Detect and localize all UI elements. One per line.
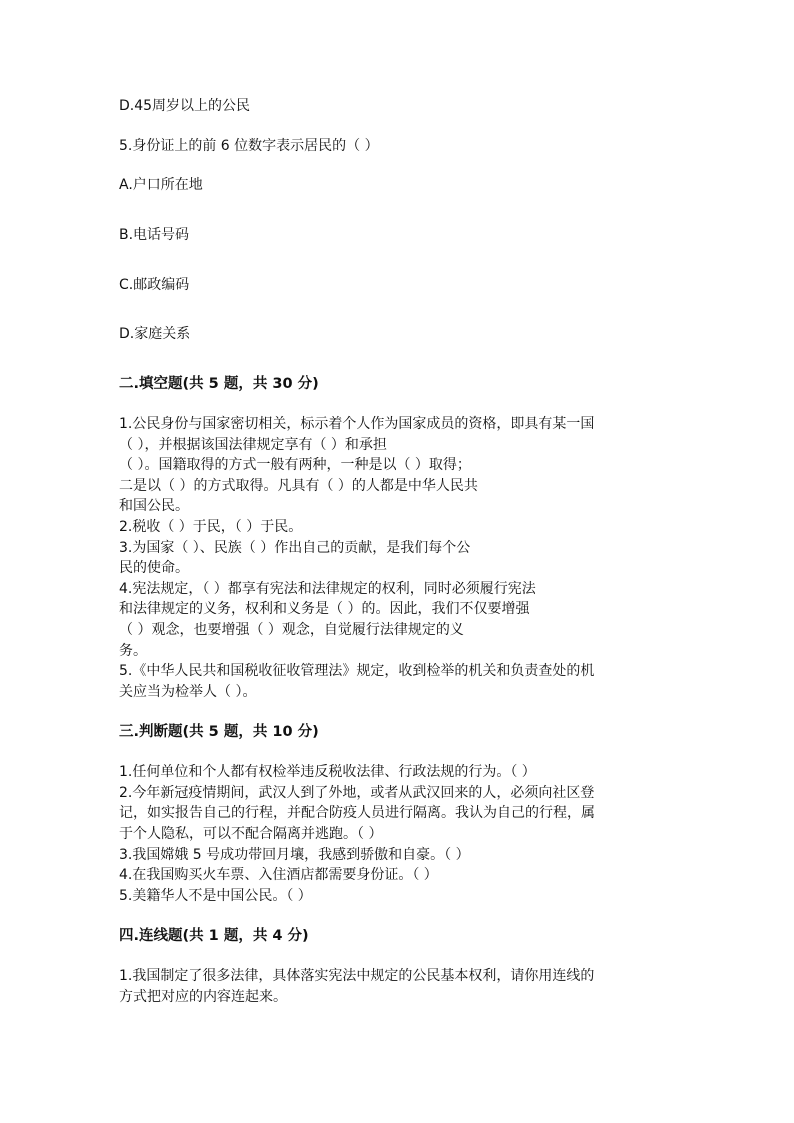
fill-line: （ ），并根据该国法律规定享有（ ）和承担 bbox=[119, 437, 387, 453]
section-4-heading: 四.连线题(共 1 题，共 4 分) bbox=[119, 928, 309, 944]
judge-line: 3.我国嫦娥 5 号成功带回月壤，我感到骄傲和自豪。（ ） bbox=[119, 847, 470, 863]
judge-line: 1.任何单位和个人都有权检举违反税收法律、行政法规的行为。（ ） bbox=[119, 764, 536, 780]
section-2-heading: 二.填空题(共 5 题，共 30 分) bbox=[119, 376, 319, 392]
fill-line: 和法律规定的义务，权利和义务是（ ）的。因此，我们不仅要增强 bbox=[119, 601, 530, 617]
fill-line: 4.宪法规定，（ ）都享有宪法和法律规定的权利，同时必须履行宪法 bbox=[119, 581, 536, 597]
fill-line: （ ）。国籍取得的方式一般有两种，一种是以（ ）取得； bbox=[119, 457, 471, 473]
judge-line: 于个人隐私，可以不配合隔离并逃跑。（ ） bbox=[119, 826, 383, 842]
judge-line: 4.在我国购买火车票、入住酒店都需要身份证。（ ） bbox=[119, 867, 438, 883]
fill-line: 1.公民身份与国家密切相关，标示着个人作为国家成员的资格，即具有某一国 bbox=[119, 416, 595, 432]
fill-line: （ ）观念，也要增强（ ）观念，自觉履行法律规定的义 bbox=[119, 622, 464, 638]
q5-option-a: A.户口所在地 bbox=[119, 177, 203, 193]
fill-line: 和国公民。 bbox=[119, 498, 189, 514]
fill-line: 关应当为检举人（ ）。 bbox=[119, 684, 257, 700]
fill-line: 二是以（ ）的方式取得。凡具有（ ）的人都是中华人民共 bbox=[119, 478, 478, 494]
q5-option-c: C.邮政编码 bbox=[119, 277, 190, 293]
fill-line: 务。 bbox=[119, 643, 147, 659]
fill-line: 5.《中华人民共和国税收征收管理法》规定，收到检举的机关和负责查处的机 bbox=[119, 663, 595, 679]
match-line: 1.我国制定了很多法律，具体落实宪法中规定的公民基本权利，请你用连线的 bbox=[119, 968, 595, 984]
judge-line: 记，如实报告自己的行程，并配合防疫人员进行隔离。我认为自己的行程，属 bbox=[119, 805, 595, 821]
section-3-heading: 三.判断题(共 5 题，共 10 分) bbox=[119, 724, 319, 740]
q5-stem: 5.身份证上的前 6 位数字表示居民的（ ） bbox=[119, 138, 379, 154]
fill-line: 3.为国家（ ）、民族（ ）作出自己的贡献，是我们每个公 bbox=[119, 540, 471, 556]
match-line: 方式把对应的内容连起来。 bbox=[119, 989, 287, 1005]
judge-line: 2.今年新冠疫情期间，武汉人到了外地，或者从武汉回来的人，必须向社区登 bbox=[119, 785, 595, 801]
q5-option-b: B.电话号码 bbox=[119, 227, 190, 243]
q5-option-d: D.家庭关系 bbox=[119, 326, 191, 342]
judge-line: 5.美籍华人不是中国公民。（ ） bbox=[119, 888, 312, 904]
fill-line: 民的使命。 bbox=[119, 560, 189, 576]
q4-option-d: D.45周岁以上的公民 bbox=[119, 98, 251, 114]
fill-line: 2.税收（ ）于民，（ ）于民。 bbox=[119, 519, 303, 535]
